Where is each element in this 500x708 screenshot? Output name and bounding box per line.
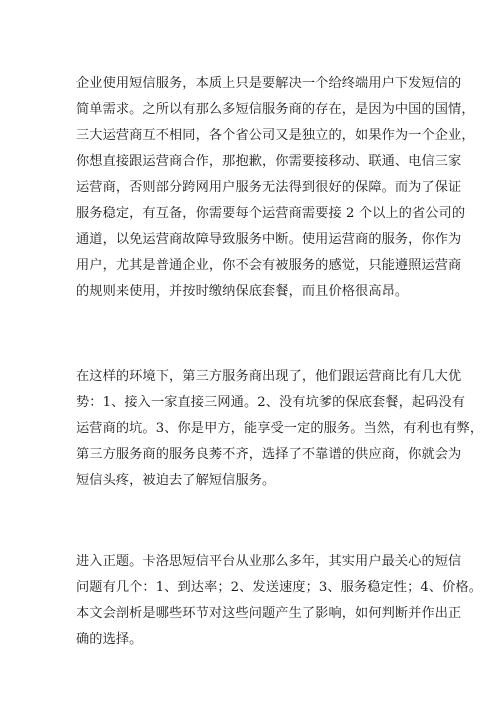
text-line: 运营商，否则部分跨网用户服务无法得到很好的保障。而为了保证 (76, 180, 462, 195)
paragraph-third-party-providers (76, 364, 484, 494)
text-line: 势：1、接入一家直接三网通。2、没有坑爹的保底套餐，起码没有 (76, 395, 466, 410)
text-line: 企业使用短信服务，本质上只是要解决一个给终端用户下发短信的 (76, 76, 462, 91)
paragraph-main-topic (76, 549, 483, 653)
text-line: 短信头疼，被迫去了解短信服务。 (76, 473, 276, 488)
text-line: 运营商的坑。3、你是甲方，能享受一定的服务。当然，有利也有弊， (76, 421, 484, 436)
text-line: 的规则来使用，并按时缴纳保底套餐，而且价格很高昂。 (76, 284, 409, 299)
text-line: 你想直接跟运营商合作，那抱歉，你需要接移动、联通、电信三家 (76, 154, 462, 169)
text-line: 简单需求。之所以有那么多短信服务商的存在，是因为中国的国情， (76, 102, 475, 117)
text-line: 在这样的环境下，第三方服务商出现了，他们跟运营商比有几大优 (76, 369, 462, 384)
text-line: 进入正题。卡洛思短信平台从业那么多年，其实用户最关心的短信 (76, 554, 462, 569)
text-line: 第三方服务商的服务良莠不齐，选择了不靠谱的供应商，你就会为 (76, 447, 462, 462)
text-line: 确的选择。 (76, 632, 143, 647)
text-line: 三大运营商互不相同，各个省公司又是独立的，如果作为一个企业， (76, 128, 475, 143)
text-line: 用户，尤其是普通企业，你不会有被服务的感觉，只能遵照运营商 (76, 258, 462, 273)
text-line: 服务稳定，有互备，你需要每个运营商需要接 2 个以上的省公司的 (76, 206, 466, 221)
text-line: 本文会剖析是哪些环节对这些问题产生了影响，如何判断并作出正 (76, 606, 462, 621)
paragraph-sms-service-intro (76, 71, 475, 305)
text-line: 问题有几个：1、到达率；2、发送速度；3、服务稳定性；4、价格。 (76, 580, 483, 595)
text-line: 通道，以免运营商故障导致服务中断。使用运营商的服务，你作为 (76, 232, 462, 247)
